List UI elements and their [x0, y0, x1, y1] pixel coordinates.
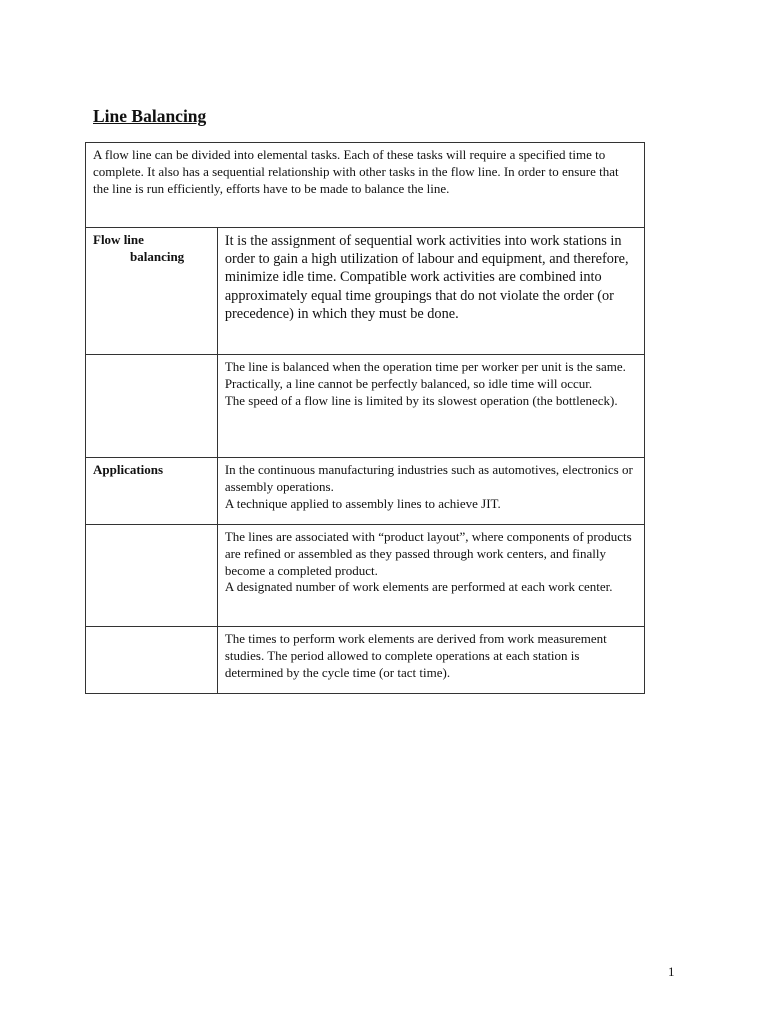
row-content-paragraph: The lines are associated with “product layout”, where components of products are refined or assembled as they passed through work centers, and finally become a completed product. — [224, 529, 632, 578]
row-content-paragraph: In the continuous manufacturing industries such as automotives, electronics or assembly operations. — [224, 462, 633, 494]
table-row — [86, 525, 645, 627]
page-title: Line Balancing — [93, 106, 207, 126]
row-label-cell — [86, 627, 218, 694]
row-label-cell — [86, 228, 218, 355]
row-content-text: It is the assignment of sequential work activities into work stations in order to gain a high utilization of labour and equipment, and therefore, minimize idle time. Compatible work activities are combined into approximately equal time groupings that do not violate the order (or precedence) in which they must be done. — [224, 233, 629, 322]
row-label-continued: balancing — [130, 248, 185, 264]
row-label-cell — [86, 458, 218, 525]
table-row — [86, 228, 645, 355]
row-content-cell — [217, 525, 644, 627]
row-content-cell — [217, 228, 644, 355]
row-content-paragraph: The line is balanced when the operation time per worker per unit is the same. Practically, a line cannot be perfectly balanced, so idle time will occur. — [224, 359, 626, 391]
intro-cell — [86, 143, 645, 228]
row-content-paragraph: A designated number of work elements are performed at each work center. — [224, 579, 613, 595]
table-row-intro — [86, 143, 645, 228]
content-table — [85, 142, 645, 694]
row-content-cell — [217, 355, 644, 458]
row-label: Applications — [93, 462, 164, 477]
row-label-cell — [86, 355, 218, 458]
intro-text: A flow line can be divided into elemental tasks. Each of these tasks will require a specified time to complete. It also has a sequential relationship with other tasks in the flow line. In order to ensure that the line is run efficiently, efforts have to be made to balance the line. — [93, 147, 619, 196]
row-content-paragraph: The times to perform work elements are derived from work measurement studies. The period allowed to complete operations at each station is determined by the cycle time (or tact time). — [224, 631, 607, 680]
table-row — [86, 458, 645, 525]
table-row — [86, 355, 645, 458]
table-row — [86, 627, 645, 694]
page-number: 1 — [668, 964, 675, 979]
row-content-paragraph: The speed of a flow line is limited by its slowest operation (the bottleneck). — [224, 392, 618, 408]
row-content-paragraph: A technique applied to assembly lines to achieve JIT. — [224, 495, 501, 511]
row-label: Flow line — [93, 232, 144, 247]
row-content-cell — [217, 627, 644, 694]
row-content-cell — [217, 458, 644, 525]
row-label-cell — [86, 525, 218, 627]
